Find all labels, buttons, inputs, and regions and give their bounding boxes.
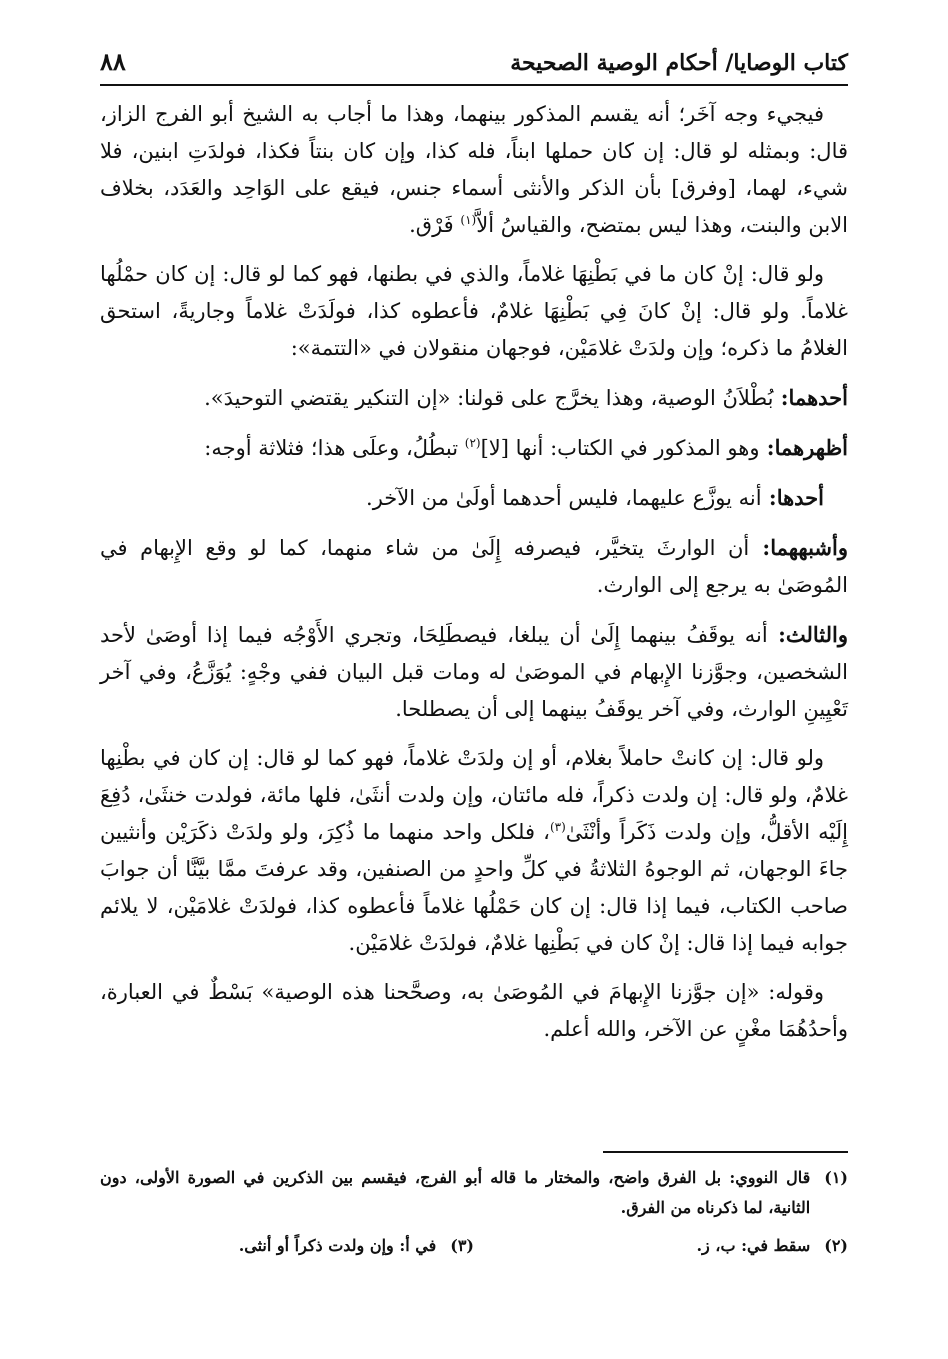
paragraph <box>100 96 848 244</box>
paragraph-text: بُطْلاَنُ الوصية، وهذا يخرَّج على قولنا: «إن التنكير يقتضي التوحيدَ». <box>204 386 774 410</box>
footnote <box>474 1231 848 1261</box>
paragraph-lead: أحدها: <box>761 485 824 510</box>
footnote-ref: (٣) <box>549 820 566 834</box>
running-title: كتاب الوصايا/ أحكام الوصية الصحيحة <box>510 50 848 76</box>
paragraph <box>100 429 848 467</box>
footnote-ref: (٢) <box>464 436 481 450</box>
footnote-text: قال النووي: بل الفرق واضح، والمختار ما قاله أبو الفرج، فيقسم بين الذكرين في الصورة الأولى، دون الثانية، لما ذكرناه من الفرق. <box>100 1168 811 1217</box>
footnote <box>100 1231 474 1261</box>
footnote-number: (١) <box>824 1168 848 1187</box>
paragraph-text: أنه يوزَّع عليهما، فليس أحدهما أولَىٰ من الآخر. <box>366 486 762 510</box>
paragraph-text: أنه يوقَفُ بينهما إِلَىٰ أن يبلغا، فيصطَلِحَا، وتجري الأَوْجُه فيما إذا أوصَىٰ لأحد الشخصين، وجوَّزنا الإِبهام في الموصَىٰ له ومات قبل البيان ففي وجْهٍ: يُوَزَّعُ، وفي آخر تَعْيِينِ الوارث، وفي آخر يوقَفُ بينهما إلى أن يصطلحا. <box>100 623 848 721</box>
paragraph <box>100 974 848 1048</box>
paragraph-lead: أحدهما: <box>773 385 848 410</box>
paragraph <box>100 479 848 517</box>
footnote-row <box>100 1231 848 1261</box>
paragraph-text: فيجيء وجه آخَر؛ أنه يقسم المذكور بينهما، وهذا ما أجاب به الشيخ أبو الفرج الزاز، قال: وبمثله لو قال: إن كان حملها ابناً، فله كذا، وإن كان بنتاً فكذا، فولدَتِ ابنين، فلا شيء، لهما، [وفرق] بأن الذكر والأنثى أسماء جنس، فيقع على الوَاحِد والعَدَد، بخلاف الابن والبنت، وهذا ليس بمتضح، والقياسُ ألاَّ <box>100 102 848 237</box>
paragraph-lead: والثالث: <box>767 622 848 647</box>
footnotes <box>100 1163 848 1261</box>
paragraph-tail: فَرْق. <box>409 213 461 237</box>
page-number: ٨٨ <box>100 47 126 76</box>
footnote-number: (٣) <box>450 1236 474 1255</box>
paragraph-lead: وأشبههما: <box>749 535 848 560</box>
paragraph-text: ولو قال: إنْ كان ما في بَطْنِهَا غلاماً، والذي في بطنها، فهو كما لو قال: إن كان حمْلُها غلاماً. ولو قال: إنْ كانَ فِي بَطْنِهَا غلامٌ، فأعطوه كذا، فولَدَتْ غلاماً وجاريةً، استحق الغلامُ ما ذكره؛ وإن ولدَتْ غلامَيْن، فوجهان منقولان في «التتمة»: <box>100 262 848 360</box>
paragraph-text: وهو المذكور في الكتاب: أنها [لا] <box>480 436 760 460</box>
paragraph-tail: ، فلكل واحد منهما ما ذُكِرَ، ولو ولدَتْ ذكَرَيْن وأنثيين جاءَ الوجهان، ثم الوجوهُ الثلاثةُ في كلِّ واحدٍ من الصنفين، وقد عرفتَ ممَّا بيَّنَّا أن جوابَ صاحب الكتاب، فيما إذا قال: إن كان حَمْلُها غلاماً فأعطوه كذا، فولدَتْ غلامَيْن، لا يلائم جوابه فيما إذا قال: إنْ كان في بَطْنِها غلامٌ، فولدَتْ غلامَيْن. <box>100 820 848 955</box>
paragraph <box>100 256 848 367</box>
footnote-number: (٢) <box>824 1236 848 1255</box>
paragraph-tail: تبطُلُ، وعلَى هذا؛ فثلاثة أوجه: <box>204 436 465 460</box>
footnote-divider <box>603 1151 848 1153</box>
footnote-ref: (١) <box>460 213 477 227</box>
paragraph-text: أن الوارثَ يتخيَّر، فيصرفه إِلَىٰ من شاء منهما، كما لو وقع الإِبهام في المُوصَىٰ به يرجع إلى الوارث. <box>100 536 848 597</box>
footnote-text: سقط في: ب، ز. <box>696 1236 811 1255</box>
paragraph-text: وقوله: «إن جوَّزنا الإِبهامَ في المُوصَىٰ به، وصحَّحنا هذه الوصية» بَسْطٌ في العبارة، وأحدُهُمَا مغْنٍ عن الآخر، والله أعلم. <box>100 980 848 1041</box>
paragraph-lead: أظهرهما: <box>759 435 848 460</box>
main-text <box>100 96 848 1060</box>
paragraph <box>100 616 848 728</box>
paragraph <box>100 379 848 417</box>
footnote <box>100 1163 848 1223</box>
paragraph <box>100 529 848 604</box>
running-header <box>100 36 848 86</box>
paragraph-text: ولو قال: إن كانتْ حاملاً بغلام، أو إن ولدَتْ غلاماً، فهو كما لو قال: إن كان في بطْنِها غلامٌ، ولو قال: إن ولدت ذكراً، فله مائتان، وإن ولدت أنثَىٰ، فلها مائة، فولدت خنثَىٰ، دُفِعَ إِلَيْه الأقلُّ، وإن ولدت ذَكَراً وأنْثَىٰ <box>100 746 849 844</box>
paragraph <box>100 740 848 962</box>
footnote-text: في أ: وإن ولدت ذكراً أو أنثى. <box>238 1236 437 1255</box>
